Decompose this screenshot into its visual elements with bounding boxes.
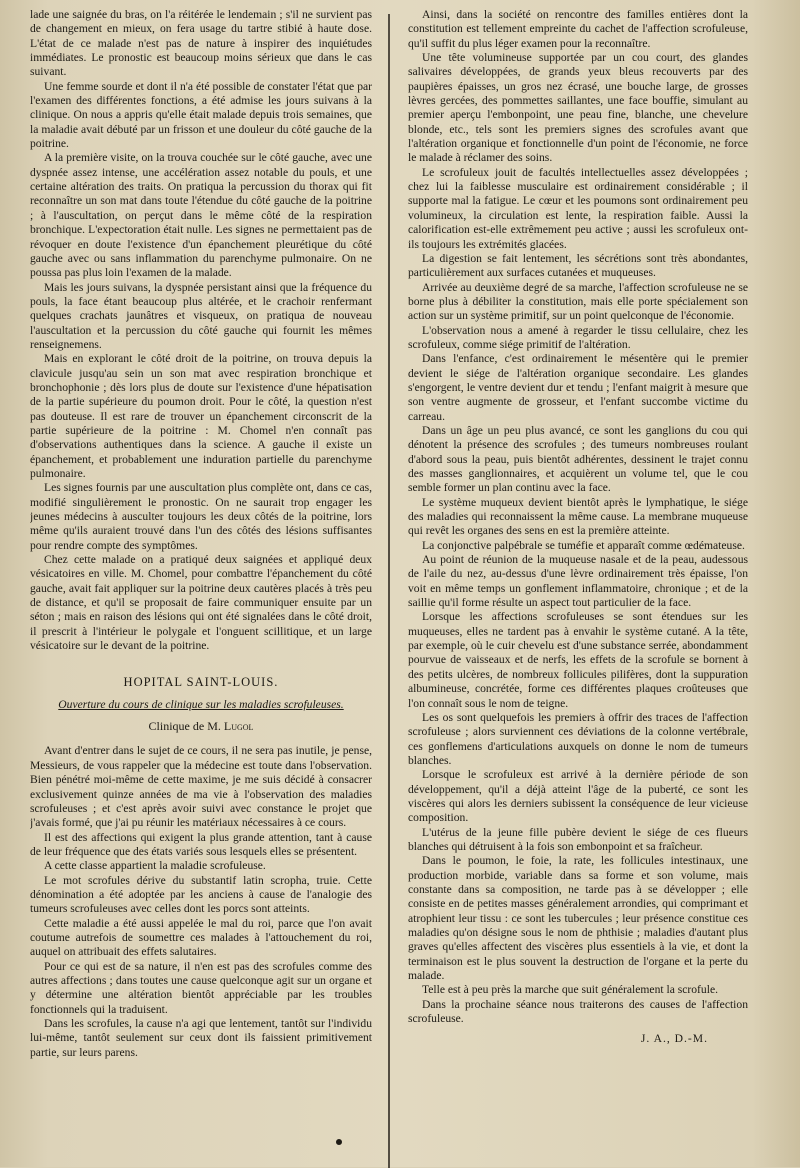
paragraph: Ainsi, dans la société on rencontre des familles entières dont la constitution est tellement empreinte du cachet de l'affection scrofuleuse, qu'il suffit du plus léger examen pour la reconnaître.: [408, 8, 748, 50]
text-columns: [30, 8, 786, 1168]
paragraph: Chez cette malade on a pratiqué deux saignées et appliqué deux vésicatoires en ville. M. Chomel, pour combattre l'épanchement du côté gauche, avait fait appliquer sur la poitrine deux cautères placés à très peu de distance, et qu'il se proposait de faire communiquer ensuite par un séton ; mais en raison des lésions qui ont été signalées dans le côté droit, il prescrit à l'intérieur le polygale et l'onguent scillitique, et un large vésicatoire sur le devant de la poitrine.: [30, 553, 372, 653]
paragraph: Dans les scrofules, la cause n'a agi que lentement, tantôt sur l'individu lui-même, tantôt seulement sur ceux dont ils faissient primitivement partie, sur leurs parens.: [30, 1017, 372, 1059]
printer-dot-icon: [336, 1139, 342, 1145]
paragraph: A cette classe appartient la maladie scrofuleuse.: [44, 859, 266, 873]
paragraph: Dans le poumon, le foie, la rate, les follicules intestinaux, une production morbide, variable dans sa forme et son volume, mais constante dans sa composition, ne tarde pas à se développer ; elle consiste en de petites masses généralement arrondies, qui comprimant et atrophient leur tissu : ce sont les tubercules ; leur présence constitue ces maladies qu'on désigne sous le nom de phthisie ; maladies d'autant plus graves qu'elles affectent des viscères plus essentiels à la vie, et dont la terminaison est le plus souvent la destruction de l'organe et la perte du malade.: [408, 854, 748, 983]
paragraph: Pour ce qui est de sa nature, il n'en est pas des scrofules comme des autres affections ; dans toutes une cause quelconque agit sur un organe et y détermine une altération bientôt appréciable par les troubles fonctionnels qui la traduisent.: [30, 959, 372, 1016]
paragraph: Avant d'entrer dans le sujet de ce cours, il ne sera pas inutile, je pense, Messieurs, de vous rappeler que la médecine est toute dans l'observation. Bien pénétré moi-même de cette maxime, je me suis décidé à consacrer exclusivement quinze années de ma vie à l'observation des maladies scrofuleuses ; et c'est après avoir suivi avec constance le projet que j'avais formé, que j'ai pu réunir les matériaux nécessaires à ce cours.: [30, 744, 372, 830]
paragraph: Lorsque le scrofuleux est arrivé à la dernière période de son développement, qu'il a déjà atteint l'âge de la puberté, ce sont les viscères qui alors les derniers subissent la conséquence de leur vicieuse composition.: [408, 768, 748, 825]
paragraph: Arrivée au deuxième degré de sa marche, l'affection scrofuleuse ne se borne plus à débiliter la constitution, mais elle porte spécialement son action sur un système primitif, sur un point quelconque de l'économie.: [408, 280, 748, 323]
paragraph: Dans un âge un peu plus avancé, ce sont les ganglions du cou qui dénotent la présence des scrofules ; des tumeurs nombreuses roulant d'abord sous la peau, puis bientôt adhérentes, dessinent le trajet connu des masses ganglionnaires, et acquièrent un volume tel, que le cou semble former un plan continu avec la face.: [408, 423, 748, 495]
subheading-text: Ouverture du cours de clinique sur les maladies scrofuleuses.: [58, 698, 344, 712]
paragraph: Une tête volumineuse supportée par un cou court, des glandes salivaires développées, de grands yeux bleus recouverts par des paupières épaisses, un gros nez écrasé, une bouche large, de grosses lèvres gercées, des pommettes saillantes, une face bouffie, simulant au premier aperçu l'embonpoint, une peau fine, blanche, une chevelure blonde, etc., tels sont les premiers signes des scrofules avant que l'altération organique et fonctionnelle d'un point de l'économie, ne force le malade à réclamer des soins.: [408, 51, 748, 165]
clinique-prefix: Clinique de M.: [148, 719, 221, 734]
paragraph: Telle est à peu près la marche que suit généralement la scrofule.: [422, 983, 718, 997]
left-column: [30, 8, 382, 1168]
paragraph: Le système muqueux devient bientôt après le lymphatique, le siége des maladies qui reconnaissent la même cause. La membrane muqueuse qui revêt les organes des sens en est la première atteinte.: [408, 495, 748, 538]
section-subheading: [30, 698, 372, 711]
clinique-name: Lugol: [223, 719, 254, 734]
section-heading: HOPITAL SAINT-LOUIS.: [123, 675, 279, 690]
right-column: [396, 8, 748, 1168]
paragraph: Les os sont quelquefois les premiers à offrir des traces de l'affection scrofuleuse ; alors surviennent ces déviations de la colonne vertébrale, ces gonflemens d'articulations auxquels on donne le nom de tumeurs blanches.: [408, 710, 748, 767]
paragraph: Mais les jours suivans, la dyspnée persistant ainsi que la fréquence du pouls, la face étant beaucoup plus altérée, et le crachoir renfermant quelques crachats jaunâtres et visqueux, on pratiqua de nouveau l'auscultation et la percussion du côté gauche qui fournit les mêmes renseignemens.: [30, 280, 372, 351]
paragraph: Les signes fournis par une auscultation plus complète ont, dans ce cas, modifié singulièrement le pronostic. On ne saurait trop engager les jeunes médecins à ausculter toujours les deux côtés de la poitrine, lors même qu'ils auraient trouvé dans l'un des côtés des lésions suffisantes pour rendre compte des symptômes.: [30, 481, 372, 552]
paragraph: Une femme sourde et dont il n'a été possible de constater l'état que par l'examen des différentes fonctions, a été admise les jours suivans à la clinique. On nous a appris qu'elle était malade depuis trois semaines, que la maladie avait débuté par un frisson et une douleur du côté gauche de la poitrine.: [30, 79, 372, 151]
paragraph: Le scrofuleux jouit de facultés intellectuelles assez développées ; chez lui la faiblesse musculaire est ordinairement considérable ; il supporte mal la fatigue. Le cœur et les poumons sont ordinairement peu volumineux, la circulation est lente, la respiration faible. Aussi la calorification est-elle extrêmement peu active ; aussi les scrofuleux ont-ils toujours les extrémités glacées.: [408, 165, 748, 251]
author-signature: J. A., D.-M.: [640, 1032, 708, 1046]
clinique-title: [30, 719, 372, 734]
paragraph: La conjonctive palpébrale se tuméfie et apparaît comme œdémateuse.: [422, 538, 745, 552]
paragraph: La digestion se fait lentement, les sécrétions sont très abondantes, particulièrement aux surfaces cutanées et muqueuses.: [408, 251, 748, 280]
paragraph: Au point de réunion de la muqueuse nasale et de la peau, audessous de l'aile du nez, au-dessus d'une lèvre ordinairement très épaisse, l'on voit en même temps un gonflement inflammatoire, chronique ; et de la saillie qu'il forme résulte un aspect tout particulier de la face.: [408, 553, 748, 610]
paragraph: Le mot scrofules dérive du substantif latin scropha, truie. Cette dénomination a été adoptée par les anciens à cause de l'analogie des tumeurs scrofuleuses avec celles dont les porcs sont atteints.: [30, 873, 372, 916]
paragraph: A la première visite, on la trouva couchée sur le côté gauche, avec une dyspnée assez intense, une accélération assez notable du pouls, et une certaine altération des traits. On pratiqua la percussion du thorax qui fit reconnaître un son mat dans toute l'étendue du côté gauche de la poitrine ; à l'auscultation, on perçut dans le même côté de la respiration bronchique. L'expectoration était nulle. Les signes ne permettaient pas de révoquer en doute l'existence d'un épanchement pleurétique du côté gauche avec ou sans inflammation du parenchyme pulmonaire. On ne poussa pas plus loin l'examen de la malade.: [30, 151, 372, 280]
paragraph: L'utérus de la jeune fille pubère devient le siége de ces flueurs blanches qui détruisent à la fois son embonpoint et sa fraîcheur.: [408, 825, 748, 853]
paragraph: Dans la prochaine séance nous traiterons des causes de l'affection scrofuleuse.: [408, 997, 748, 1026]
paragraph: Lorsque les affections scrofuleuses se sont étendues sur les muqueuses, elles ne tardent pas à envahir le système cutané. A la tête, par exemple, où le cuir chevelu est d'une substance serrée, abondamment pourvue de vaisseaux et de nerfs, les effets de la scrofule se bornent à des petits ulcères, de nombreux follicules pilifères, dont la suppuration albumineuse, concrétée, forme ces différentes plaques croûteuses que l'on connaît sous le nom de teigne.: [408, 610, 748, 710]
paragraph: Il est des affections qui exigent la plus grande attention, tant à cause de leur fréquence que des états variés sous lesquels elles se présentent.: [30, 830, 372, 858]
paragraph: L'observation nous a amené à regarder le tissu cellulaire, chez les scrofuleux, comme siége primitif de l'altération.: [408, 323, 748, 351]
paragraph: lade une saignée du bras, on l'a réitérée le lendemain ; s'il ne survient pas de changement en mieux, on fera usage du tartre stibié à haute dose. L'état de ce malade n'est pas de nature à inspirer des inquiétudes immédiates. Le pronostic est beaucoup moins sérieux que dans le cas suivant.: [30, 8, 372, 79]
paragraph: Dans l'enfance, c'est ordinairement le mésentère qui le premier devient le siége de l'altération organique secondaire. Les glandes s'engorgent, le ventre devient dur et tendu ; l'enfant maigrit à mesure que son ventre augmente de grosseur, et l'enfant succombe victime du carreau.: [408, 352, 748, 423]
paragraph: Cette maladie a été aussi appelée le mal du roi, parce que l'on avait coutume autrefois de soumettre ces malades à l'attouchement du roi, auquel on attribuait des effets salutaires.: [30, 916, 372, 959]
paragraph: Mais en explorant le côté droit de la poitrine, on trouva depuis la clavicule jusqu'au sein un son mat avec respiration bronchique et bronchophonie ; dès lors plus de doute sur l'existence d'une hépatisation de la partie supérieure du poumon droit. Pour le côté, la question n'est pas douteuse. Il est rare de trouver un épanchement circonscrit de la partie supérieure de la poitrine : M. Chomel n'en connaît pas d'observations authentiques dans la science. A gauche il existe un épanchement, et probablement une induration partielle du parenchyme pulmonaire.: [30, 352, 372, 480]
column-divider: [388, 14, 390, 1168]
